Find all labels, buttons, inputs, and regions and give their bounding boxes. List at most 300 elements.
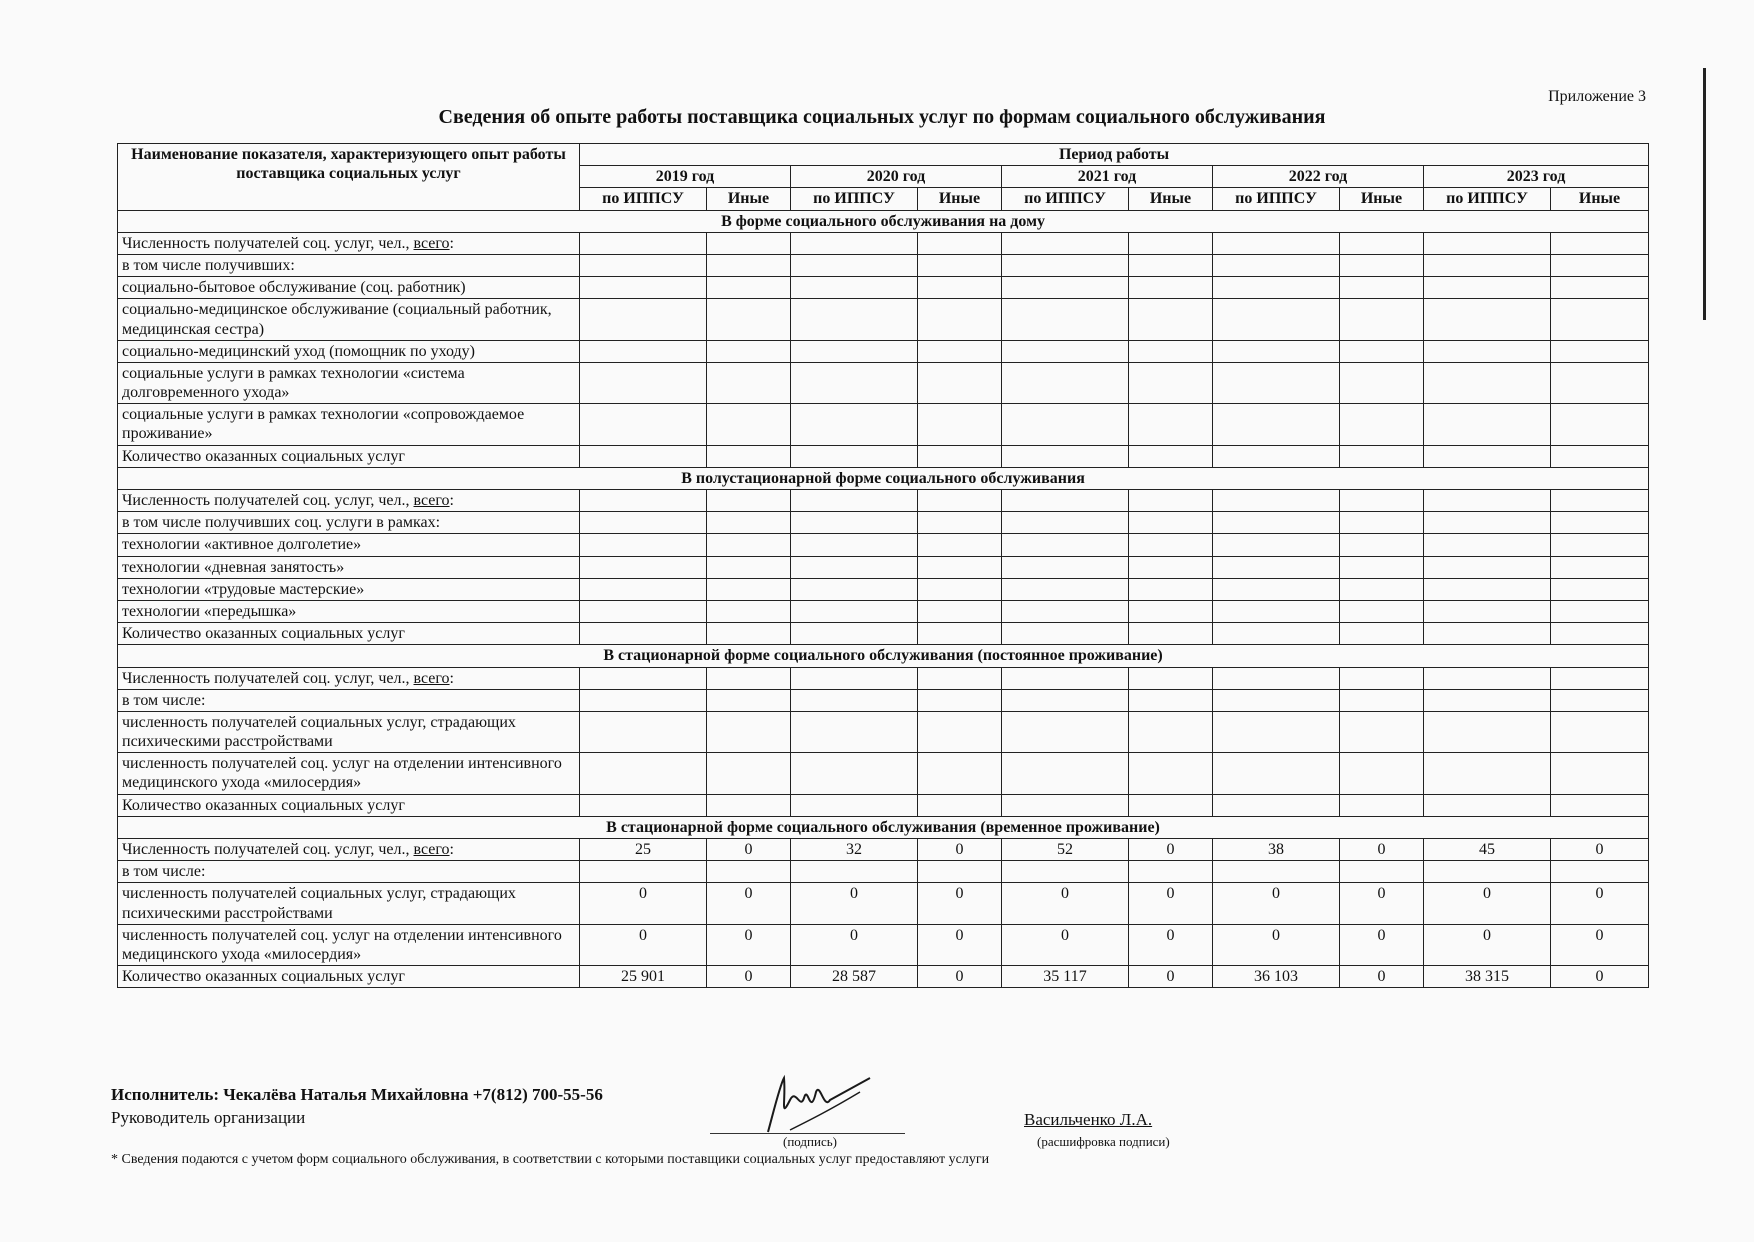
row-label-text: численность получателей соц. услуг на отделении интенсивного медицинского ухода «милосердия» [122,755,562,792]
table-row [118,362,1649,403]
row-label [118,232,580,254]
appendix-label: Приложение 3 [1548,88,1646,105]
table-row [118,512,1649,534]
value-cell: 0 [1129,839,1213,861]
value-cell [1129,512,1213,534]
value-cell [1129,861,1213,883]
value-cell [580,340,707,362]
value-cell [1002,362,1129,403]
value-cell: 25 901 [580,966,707,988]
row-label-total: всего [413,492,450,509]
row-label [118,362,580,403]
row-label-text: социально-бытовое обслуживание (соц. работник) [122,279,466,297]
section-title: В стационарной форме социального обслуживания (постоянное проживание) [118,645,1649,667]
value-cell [1424,299,1551,340]
value-cell [1551,340,1649,362]
value-cell [707,362,791,403]
value-cell [580,689,707,711]
value-cell [707,711,791,752]
value-cell [707,340,791,362]
row-label-text: Численность получателей соц. услуг, чел., [122,234,414,252]
value-cell: 0 [1424,883,1551,924]
row-label-text: численность получателей соц. услуг на отделении интенсивного медицинского ухода «милосердия» [122,926,562,963]
value-cell [918,623,1002,645]
table-row [118,753,1649,794]
row-label-total: всего [413,841,450,858]
value-cell: 0 [1340,924,1424,965]
table-body [118,210,1649,988]
value-cell [1424,512,1551,534]
table-row [118,667,1649,689]
row-label [118,689,580,711]
section-title: В стационарной форме социального обслуживания (временное проживание) [118,816,1649,838]
value-cell [1340,534,1424,556]
value-cell: 0 [1551,966,1649,988]
value-cell [791,623,918,645]
value-cell [1002,711,1129,752]
table-row [118,623,1649,645]
value-cell: 0 [791,883,918,924]
row-label-suffix: : [449,841,454,858]
value-cell [1129,556,1213,578]
value-cell [1213,578,1340,600]
table-row [118,966,1649,988]
scan-edge-mark [1703,68,1706,320]
subcol-other: Иные [918,188,1002,210]
row-label-text: социально-медицинское обслуживание (социальный работник, медицинская сестра) [122,301,552,338]
value-cell [707,512,791,534]
value-cell [1551,299,1649,340]
table-row [118,794,1649,816]
value-cell [791,600,918,622]
row-label [118,667,580,689]
value-cell [580,277,707,299]
value-cell [1424,340,1551,362]
value-cell [707,600,791,622]
row-label-text: технологии «трудовые мастерские» [122,580,365,598]
signer-name-caption: (расшифровка подписи) [1037,1134,1170,1149]
subcol-ippsu: по ИППСУ [1424,188,1551,210]
value-cell [1129,340,1213,362]
table-row [118,254,1649,276]
year-header: 2022 год [1213,166,1424,188]
value-cell [580,490,707,512]
row-label [118,445,580,467]
footnote: * Сведения подаются с учетом форм социального обслуживания, в соответствии с которыми поставщики социальных услуг предоставляют услуги [111,1152,990,1167]
value-cell [580,623,707,645]
value-cell [1340,277,1424,299]
value-cell [1129,711,1213,752]
year-header: 2020 год [791,166,1002,188]
value-cell [1213,232,1340,254]
value-cell [1002,404,1129,445]
row-label [118,600,580,622]
value-cell [707,556,791,578]
subcol-ippsu: по ИППСУ [791,188,918,210]
value-cell [918,445,1002,467]
value-cell [1002,254,1129,276]
value-cell [1551,711,1649,752]
value-cell: 0 [1551,839,1649,861]
value-cell [1551,794,1649,816]
table-row [118,578,1649,600]
value-cell [791,556,918,578]
value-cell [707,232,791,254]
row-label [118,340,580,362]
value-cell [707,254,791,276]
value-cell [1213,623,1340,645]
table-row [118,600,1649,622]
value-cell [918,861,1002,883]
value-cell [1340,794,1424,816]
value-cell [1002,794,1129,816]
value-cell [791,794,918,816]
value-cell [580,794,707,816]
value-cell [707,299,791,340]
subcol-ippsu: по ИППСУ [1213,188,1340,210]
row-label-text: Количество оказанных социальных услуг [122,625,405,643]
value-cell [580,534,707,556]
value-cell [791,578,918,600]
value-cell [1129,600,1213,622]
value-cell: 0 [918,839,1002,861]
value-cell: 0 [918,924,1002,965]
value-cell [1213,254,1340,276]
row-label [118,490,580,512]
table-row [118,299,1649,340]
row-label-total: всего [413,669,450,687]
value-cell [707,490,791,512]
value-cell [1340,340,1424,362]
row-label [118,277,580,299]
table-row [118,232,1649,254]
value-cell [580,753,707,794]
value-cell [1129,578,1213,600]
value-cell [1129,689,1213,711]
value-cell [918,362,1002,403]
value-cell [1551,404,1649,445]
value-cell [1129,277,1213,299]
year-header: 2021 год [1002,166,1213,188]
value-cell [1213,711,1340,752]
value-cell [1002,667,1129,689]
value-cell [1424,600,1551,622]
value-cell [1551,490,1649,512]
value-cell: 35 117 [1002,966,1129,988]
value-cell [791,490,918,512]
value-cell [791,340,918,362]
value-cell [1129,534,1213,556]
value-cell: 0 [1340,883,1424,924]
value-cell: 45 [1424,839,1551,861]
value-cell: 0 [918,883,1002,924]
value-cell [1002,512,1129,534]
value-cell [1551,578,1649,600]
table-row [118,490,1649,512]
value-cell [707,445,791,467]
row-label [118,861,580,883]
value-cell [1002,232,1129,254]
value-cell: 0 [707,839,791,861]
value-cell [1340,512,1424,534]
value-cell [791,299,918,340]
value-cell [1424,794,1551,816]
value-cell [1551,556,1649,578]
value-cell [918,600,1002,622]
row-label-suffix: : [449,669,454,687]
value-cell [1002,578,1129,600]
executor-line: Исполнитель: Чекалёва Наталья Михайловна +7(812) 700-55-56 [111,1085,603,1104]
head-of-organization-label: Руководитель организации [111,1108,306,1127]
value-cell [580,861,707,883]
value-cell [1424,362,1551,403]
value-cell [707,667,791,689]
value-cell [1551,753,1649,794]
value-cell [791,277,918,299]
value-cell [1002,556,1129,578]
row-label-text: Численность получателей соц. услуг, чел., [122,841,414,858]
value-cell: 38 [1213,839,1340,861]
value-cell [1424,623,1551,645]
row-label-text: в том числе получивших соц. услуги в рамках: [122,514,441,532]
value-cell: 36 103 [1213,966,1340,988]
row-label-total: всего [413,234,450,252]
row-label-text: социально-медицинский уход (помощник по уходу) [122,342,476,360]
value-cell [918,340,1002,362]
value-cell [1340,232,1424,254]
section-title: В форме социального обслуживания на дому [118,210,1649,232]
row-label [118,924,580,965]
value-cell [580,362,707,403]
value-cell [791,445,918,467]
row-label-suffix: : [449,492,454,509]
value-cell [707,623,791,645]
row-label [118,794,580,816]
value-cell [1213,667,1340,689]
value-cell [1424,861,1551,883]
section-row [118,467,1649,489]
value-cell [707,277,791,299]
value-cell: 0 [1213,924,1340,965]
subcol-ippsu: по ИППСУ [1002,188,1129,210]
value-cell [1129,232,1213,254]
table-row [118,689,1649,711]
value-cell [1002,277,1129,299]
value-cell [918,232,1002,254]
value-cell [918,490,1002,512]
value-cell [1551,689,1649,711]
row-label [118,623,580,645]
value-cell [1002,600,1129,622]
value-cell [1213,861,1340,883]
value-cell [1002,689,1129,711]
table-row [118,556,1649,578]
row-label-text: Численность получателей соц. услуг, чел., [122,669,414,687]
period-header: Период работы [580,144,1649,166]
value-cell [1551,512,1649,534]
value-cell [1129,445,1213,467]
value-cell [580,578,707,600]
row-label-text: в том числе получивших: [122,256,295,274]
value-cell [1340,404,1424,445]
value-cell [918,556,1002,578]
value-cell [1424,667,1551,689]
value-cell [1340,299,1424,340]
value-cell [1213,445,1340,467]
value-cell [707,689,791,711]
value-cell [1551,362,1649,403]
value-cell [1424,711,1551,752]
value-cell: 0 [1129,966,1213,988]
value-cell: 0 [1424,924,1551,965]
table-row [118,839,1649,861]
value-cell [1424,232,1551,254]
row-label-text: численность получателей социальных услуг, страдающих психическими расстройствами [122,885,516,922]
value-cell [1424,753,1551,794]
value-cell: 0 [1340,839,1424,861]
value-cell [1340,667,1424,689]
row-label [118,839,580,861]
value-cell [1213,512,1340,534]
table-row [118,340,1649,362]
value-cell: 0 [1551,883,1649,924]
row-label [118,534,580,556]
value-cell [918,404,1002,445]
value-cell [918,753,1002,794]
value-cell: 0 [918,966,1002,988]
value-cell [1002,623,1129,645]
value-cell [1129,404,1213,445]
row-label-text: в том числе: [122,863,206,881]
value-cell [918,667,1002,689]
value-cell [1002,861,1129,883]
value-cell [918,794,1002,816]
year-header: 2023 год [1424,166,1649,188]
row-label-text: технологии «дневная занятость» [122,558,345,576]
row-label [118,299,580,340]
value-cell [1551,534,1649,556]
value-cell: 0 [1340,966,1424,988]
value-cell [1213,556,1340,578]
value-cell [1002,534,1129,556]
value-cell [791,362,918,403]
value-cell [918,299,1002,340]
value-cell [1340,600,1424,622]
value-cell [1129,490,1213,512]
value-cell [1424,277,1551,299]
value-cell [580,232,707,254]
row-label-text: социальные услуги в рамках технологии «система долговременного ухода» [122,364,465,402]
row-label-text: Количество оказанных социальных услуг [122,796,405,814]
value-cell [1213,362,1340,403]
row-label-text: Численность получателей соц. услуг, чел., [122,492,414,509]
value-cell [580,512,707,534]
value-cell [1340,362,1424,403]
subcol-other: Иные [1340,188,1424,210]
value-cell [1551,254,1649,276]
value-cell [1340,711,1424,752]
subcol-other: Иные [1551,188,1649,210]
table-row [118,883,1649,924]
value-cell: 0 [1551,924,1649,965]
value-cell [707,753,791,794]
value-cell [1551,232,1649,254]
row-label-text: технологии «передышка» [122,602,297,620]
value-cell: 0 [1002,883,1129,924]
page-title: Сведения об опыте работы поставщика социальных услуг по формам социального обслуживания [438,106,1326,128]
row-label [118,404,580,445]
value-cell: 0 [580,883,707,924]
value-cell [918,512,1002,534]
value-cell [918,578,1002,600]
row-label [118,254,580,276]
row-label-text: в том числе: [122,691,206,709]
value-cell: 0 [580,924,707,965]
value-cell [1424,254,1551,276]
table-row [118,711,1649,752]
value-cell [1213,340,1340,362]
value-cell [1424,534,1551,556]
value-cell [1213,404,1340,445]
value-cell [791,667,918,689]
value-cell [1213,490,1340,512]
value-cell: 0 [1129,883,1213,924]
value-cell [791,689,918,711]
value-cell [580,404,707,445]
value-cell [1002,490,1129,512]
value-cell [1002,299,1129,340]
value-cell [791,404,918,445]
row-label-text: социальные услуги в рамках технологии «сопровождаемое проживание» [122,406,525,443]
section-row [118,645,1649,667]
value-cell [1340,753,1424,794]
experience-table [117,143,1649,988]
value-cell: 52 [1002,839,1129,861]
value-cell [918,534,1002,556]
value-cell [1213,753,1340,794]
value-cell [1129,254,1213,276]
value-cell [918,277,1002,299]
value-cell: 38 315 [1424,966,1551,988]
section-row [118,210,1649,232]
value-cell: 0 [1129,924,1213,965]
value-cell [1213,794,1340,816]
value-cell [1424,556,1551,578]
value-cell: 0 [791,924,918,965]
value-cell [1424,445,1551,467]
value-cell [1129,753,1213,794]
row-label-text: численность получателей социальных услуг, страдающих психическими расстройствами [122,713,516,751]
value-cell [1002,340,1129,362]
value-cell [1424,404,1551,445]
row-label [118,512,580,534]
value-cell [1129,362,1213,403]
value-cell [1551,445,1649,467]
value-cell [580,445,707,467]
row-label-suffix: : [449,234,454,252]
table-row [118,445,1649,467]
value-cell [1340,490,1424,512]
value-cell [1002,445,1129,467]
value-cell [791,254,918,276]
section-row [118,816,1649,838]
value-cell [1213,689,1340,711]
value-cell [580,254,707,276]
table-row [118,404,1649,445]
value-cell [580,711,707,752]
value-cell [1340,861,1424,883]
year-header: 2019 год [580,166,791,188]
